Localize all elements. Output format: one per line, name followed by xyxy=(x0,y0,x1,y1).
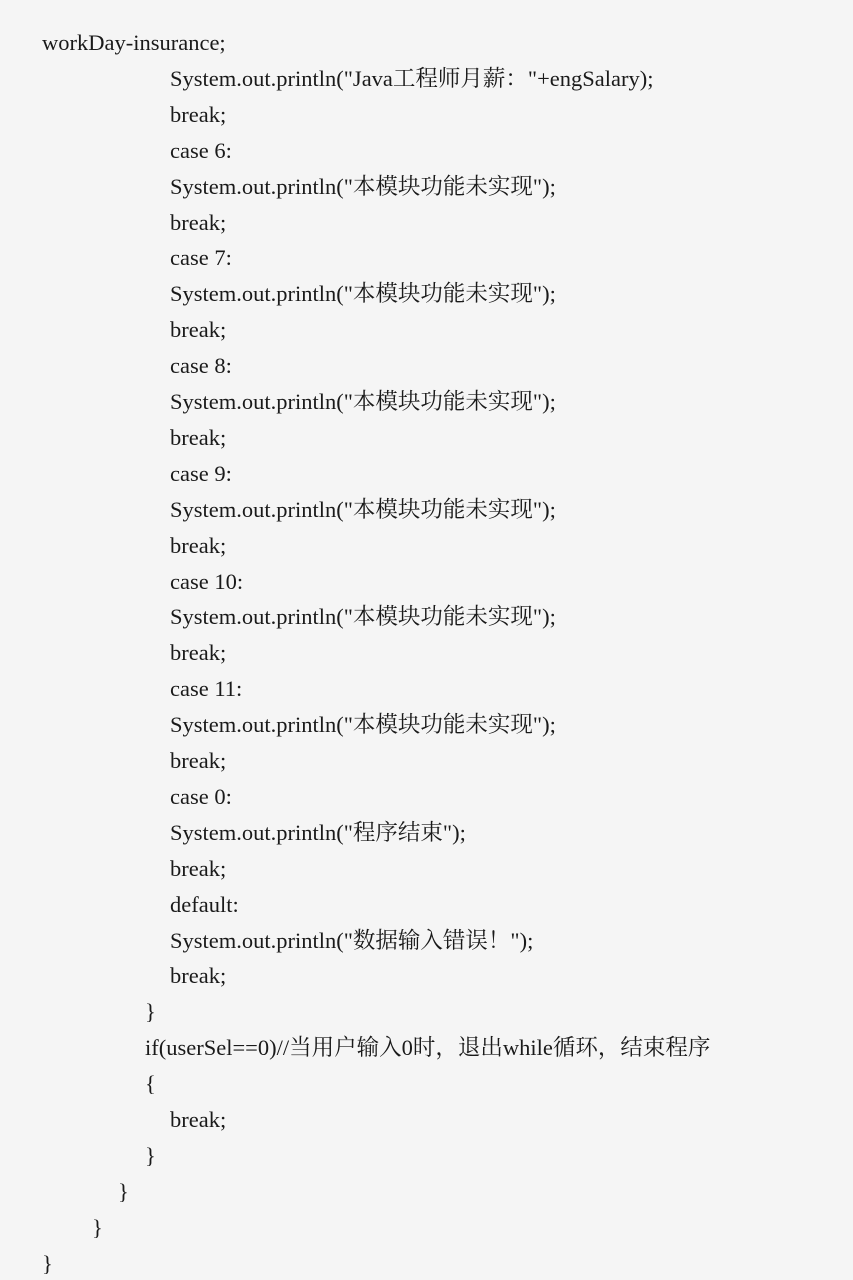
code-line: case 6: xyxy=(170,138,232,163)
code-line: System.out.println("Java工程师月薪："+engSalary); xyxy=(170,66,654,91)
code-line: default: xyxy=(170,892,239,917)
code-line: break; xyxy=(170,963,227,988)
code-line: break; xyxy=(170,1107,227,1132)
code-line: System.out.println("本模块功能未实现"); xyxy=(170,281,556,306)
code-line: break; xyxy=(170,640,227,665)
code-line: break; xyxy=(170,102,227,127)
code-line: } xyxy=(145,1143,156,1168)
code-line: break; xyxy=(170,748,227,773)
code-line: case 10: xyxy=(170,569,244,594)
code-line: { xyxy=(145,1071,156,1096)
code-line: System.out.println("程序结束"); xyxy=(170,820,466,845)
code-line: break; xyxy=(170,210,227,235)
code-line: break; xyxy=(170,856,227,881)
code-line: System.out.println("本模块功能未实现"); xyxy=(170,712,556,737)
code-line: case 11: xyxy=(170,676,243,701)
code-line: System.out.println("本模块功能未实现"); xyxy=(170,604,556,629)
code-line: } xyxy=(145,999,156,1024)
code-line: case 8: xyxy=(170,353,232,378)
code-line: System.out.println("本模块功能未实现"); xyxy=(170,174,556,199)
code-line: case 9: xyxy=(170,461,232,486)
code-line: } xyxy=(92,1215,103,1240)
code-line: System.out.println("本模块功能未实现"); xyxy=(170,389,556,414)
code-line: System.out.println("本模块功能未实现"); xyxy=(170,497,556,522)
code-line: workDay-insurance; xyxy=(42,30,226,55)
code-line: case 7: xyxy=(170,245,232,270)
code-line: break; xyxy=(170,425,227,450)
code-line: case 0: xyxy=(170,784,232,809)
code-line: } xyxy=(42,1251,53,1276)
code-line: } xyxy=(118,1179,129,1204)
code-line: break; xyxy=(170,317,227,342)
code-line: if(userSel==0)//当用户输入0时，退出while循环，结束程序 xyxy=(145,1035,711,1060)
code-line: break; xyxy=(170,533,227,558)
code-line: System.out.println("数据输入错误！"); xyxy=(170,928,534,953)
